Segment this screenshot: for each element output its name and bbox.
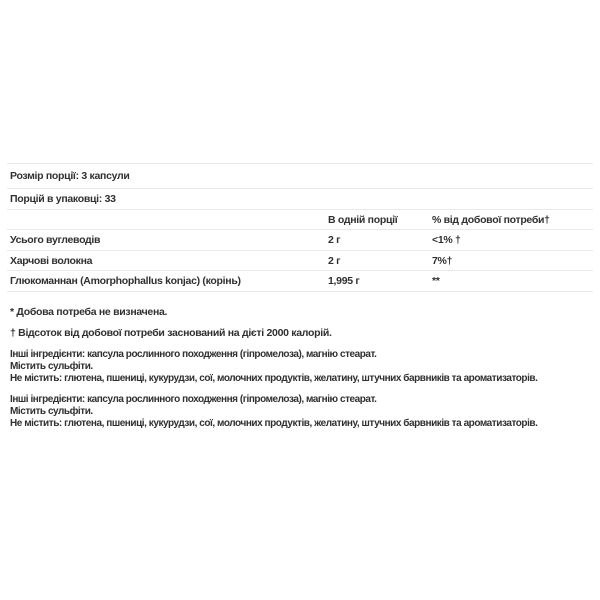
row-label: Глюкоманнан (Amorphophallus konjac) (корінь) (10, 275, 241, 287)
row-label: Харчові волокна (10, 254, 93, 267)
ingredients-block-2 (10, 394, 596, 430)
other-ingredients-text: Інші інгредієнти: капсула рослинного походження (гіпромелоза), магнію стеарат. (10, 394, 377, 405)
row-daily-value: 7%† (432, 254, 453, 267)
table-header-row (7, 210, 593, 230)
row-amount: 1,995 г (328, 275, 360, 287)
footnotes (10, 302, 594, 344)
supplement-facts-table (7, 163, 593, 292)
other-ingredients-text: Інші інгредієнти: капсула рослинного походження (гіпромелоза), магнію стеарат. (10, 349, 377, 360)
contains-text: Містить сульфіти. (10, 406, 93, 417)
footnote-percent-daily-value-basis: † Відсоток від добової потреби заснований на дієті 2000 калорій. (10, 327, 332, 339)
row-amount: 2 г (328, 234, 341, 246)
table-row-dietary-fiber (7, 251, 593, 271)
column-header-amount: В одній порції (328, 213, 398, 226)
serving-size-row (7, 164, 593, 189)
servings-per-container-row (7, 189, 593, 210)
row-label: Усього вуглеводів (10, 234, 101, 246)
contains-text: Містить сульфіти. (10, 361, 93, 372)
footnote-daily-value-undetermined: * Добова потреба не визначена. (10, 306, 168, 318)
row-daily-value: ** (432, 275, 440, 287)
row-daily-value: <1% † (432, 234, 461, 246)
servings-per-container-text: Порцій в упаковці: 33 (10, 193, 116, 205)
table-row-total-carbohydrate (7, 230, 593, 251)
table-row-glucomannan (7, 271, 593, 292)
does-not-contain-text: Не містить: глютена, пшениці, кукурудзи, сої, молочних продуктів, желатину, штучних барвників та ароматизаторів. (10, 373, 538, 384)
serving-size-text: Розмір порції: 3 капсули (10, 170, 130, 182)
row-amount: 2 г (328, 254, 341, 267)
column-header-daily-value: % від добової потреби† (432, 213, 550, 226)
ingredients-block-1 (10, 349, 596, 385)
does-not-contain-text: Не містить: глютена, пшениці, кукурудзи, сої, молочних продуктів, желатину, штучних барвників та ароматизаторів. (10, 418, 538, 429)
